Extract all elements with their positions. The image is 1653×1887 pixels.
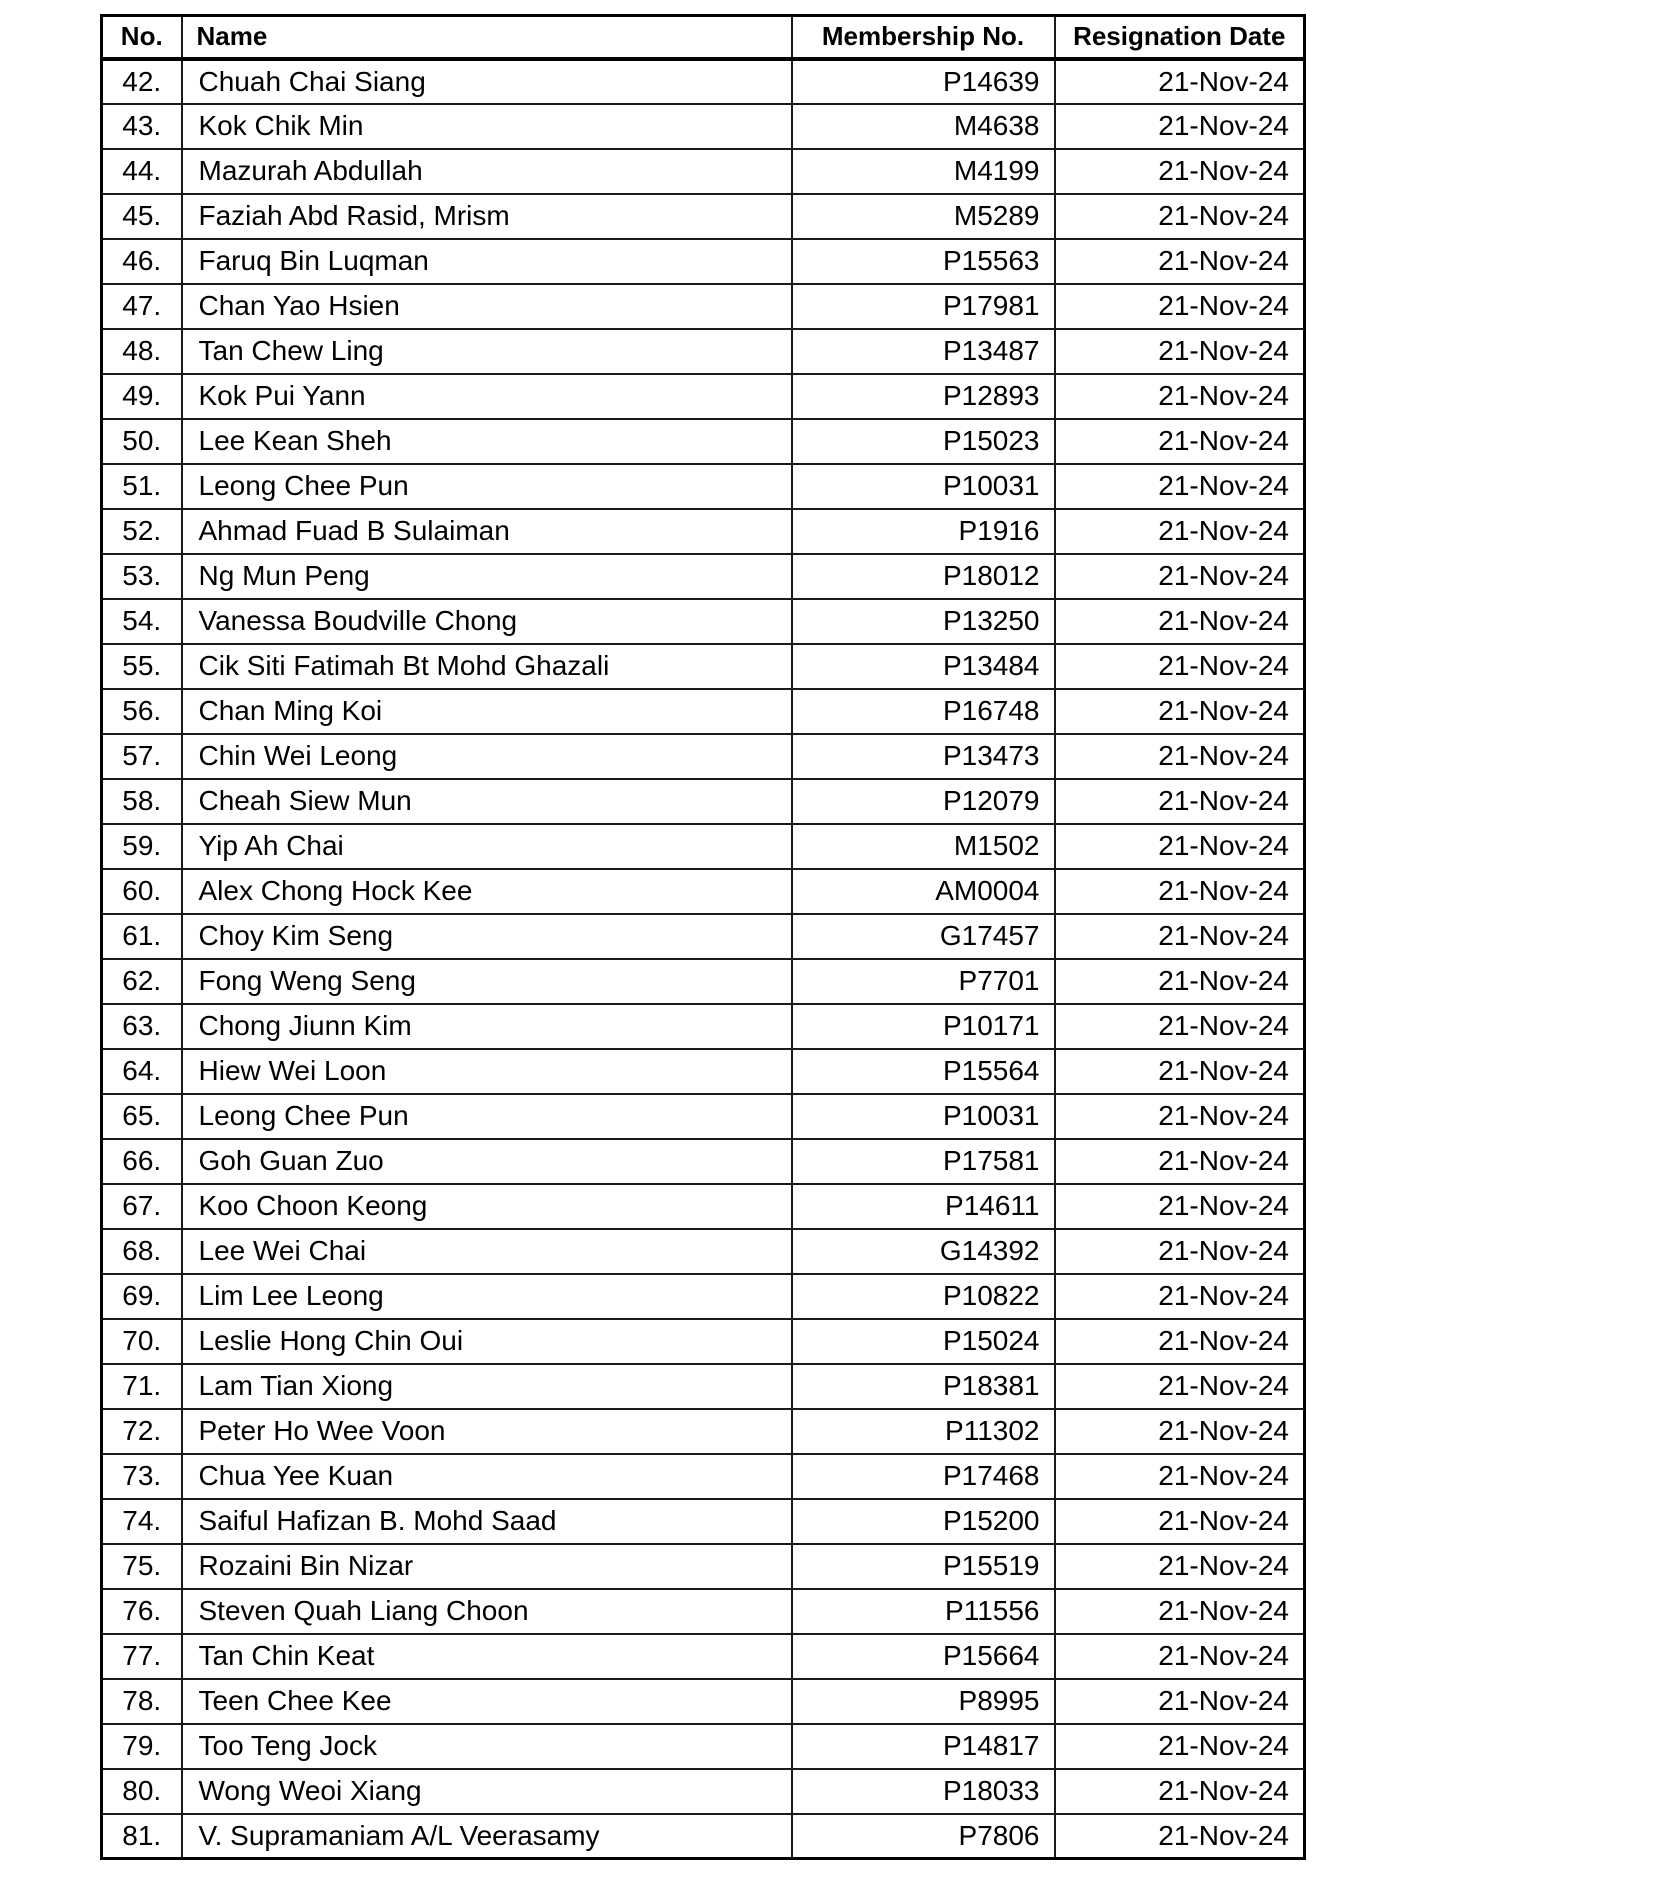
cell-membership-no: P15024	[792, 1319, 1055, 1364]
cell-name: Mazurah Abdullah	[182, 149, 792, 194]
cell-resignation-date: 21-Nov-24	[1055, 1094, 1305, 1139]
table-row	[102, 374, 1305, 419]
cell-resignation-date: 21-Nov-24	[1055, 149, 1305, 194]
cell-resignation-date: 21-Nov-24	[1055, 959, 1305, 1004]
cell-name: Chua Yee Kuan	[182, 1454, 792, 1499]
cell-resignation-date: 21-Nov-24	[1055, 1499, 1305, 1544]
cell-resignation-date: 21-Nov-24	[1055, 1544, 1305, 1589]
cell-no: 43.	[102, 104, 182, 149]
cell-name: Too Teng Jock	[182, 1724, 792, 1769]
cell-no: 58.	[102, 779, 182, 824]
cell-resignation-date: 21-Nov-24	[1055, 1724, 1305, 1769]
cell-resignation-date: 21-Nov-24	[1055, 239, 1305, 284]
table-row	[102, 1319, 1305, 1364]
cell-name: Chan Ming Koi	[182, 689, 792, 734]
cell-resignation-date: 21-Nov-24	[1055, 374, 1305, 419]
cell-name: Leslie Hong Chin Oui	[182, 1319, 792, 1364]
resignation-table	[100, 14, 1306, 1860]
cell-no: 72.	[102, 1409, 182, 1454]
cell-membership-no: P12079	[792, 779, 1055, 824]
cell-name: Lee Wei Chai	[182, 1229, 792, 1274]
cell-name: Cik Siti Fatimah Bt Mohd Ghazali	[182, 644, 792, 689]
table-row	[102, 1139, 1305, 1184]
cell-resignation-date: 21-Nov-24	[1055, 194, 1305, 239]
cell-membership-no: P13487	[792, 329, 1055, 374]
cell-resignation-date: 21-Nov-24	[1055, 1004, 1305, 1049]
cell-name: Ng Mun Peng	[182, 554, 792, 599]
cell-no: 79.	[102, 1724, 182, 1769]
cell-membership-no: P10822	[792, 1274, 1055, 1319]
cell-name: Kok Pui Yann	[182, 374, 792, 419]
cell-no: 74.	[102, 1499, 182, 1544]
table-row	[102, 149, 1305, 194]
cell-name: Goh Guan Zuo	[182, 1139, 792, 1184]
col-header-resignation-date: Resignation Date	[1055, 16, 1305, 59]
cell-name: Saiful Hafizan B. Mohd Saad	[182, 1499, 792, 1544]
cell-membership-no: P11556	[792, 1589, 1055, 1634]
cell-resignation-date: 21-Nov-24	[1055, 1184, 1305, 1229]
cell-resignation-date: 21-Nov-24	[1055, 59, 1305, 104]
table-row	[102, 1229, 1305, 1274]
cell-membership-no: G14392	[792, 1229, 1055, 1274]
cell-membership-no: P15200	[792, 1499, 1055, 1544]
cell-resignation-date: 21-Nov-24	[1055, 1679, 1305, 1724]
cell-resignation-date: 21-Nov-24	[1055, 689, 1305, 734]
cell-name: Lee Kean Sheh	[182, 419, 792, 464]
cell-membership-no: P17468	[792, 1454, 1055, 1499]
cell-no: 66.	[102, 1139, 182, 1184]
cell-no: 48.	[102, 329, 182, 374]
cell-name: Wong Weoi Xiang	[182, 1769, 792, 1814]
cell-resignation-date: 21-Nov-24	[1055, 1634, 1305, 1679]
table-row	[102, 779, 1305, 824]
col-header-membership-no: Membership No.	[792, 16, 1055, 59]
table-row	[102, 1004, 1305, 1049]
cell-resignation-date: 21-Nov-24	[1055, 419, 1305, 464]
cell-membership-no: P14611	[792, 1184, 1055, 1229]
cell-name: Vanessa Boudville Chong	[182, 599, 792, 644]
cell-no: 75.	[102, 1544, 182, 1589]
cell-no: 56.	[102, 689, 182, 734]
cell-name: Leong Chee Pun	[182, 464, 792, 509]
cell-resignation-date: 21-Nov-24	[1055, 1049, 1305, 1094]
table-row	[102, 869, 1305, 914]
cell-membership-no: P13250	[792, 599, 1055, 644]
table-row	[102, 1724, 1305, 1769]
cell-no: 60.	[102, 869, 182, 914]
table-row	[102, 1454, 1305, 1499]
cell-no: 78.	[102, 1679, 182, 1724]
cell-name: Teen Chee Kee	[182, 1679, 792, 1724]
cell-membership-no: P18033	[792, 1769, 1055, 1814]
table-row	[102, 1364, 1305, 1409]
cell-name: Steven Quah Liang Choon	[182, 1589, 792, 1634]
cell-membership-no: P7701	[792, 959, 1055, 1004]
cell-name: Yip Ah Chai	[182, 824, 792, 869]
cell-membership-no: P15564	[792, 1049, 1055, 1094]
table-row	[102, 554, 1305, 599]
cell-resignation-date: 21-Nov-24	[1055, 1769, 1305, 1814]
cell-membership-no: P7806	[792, 1814, 1055, 1859]
cell-no: 51.	[102, 464, 182, 509]
cell-membership-no: G17457	[792, 914, 1055, 959]
cell-name: Alex Chong Hock Kee	[182, 869, 792, 914]
cell-no: 81.	[102, 1814, 182, 1859]
cell-no: 76.	[102, 1589, 182, 1634]
cell-no: 53.	[102, 554, 182, 599]
cell-resignation-date: 21-Nov-24	[1055, 1139, 1305, 1184]
cell-membership-no: P18012	[792, 554, 1055, 599]
table-row	[102, 194, 1305, 239]
cell-membership-no: P15664	[792, 1634, 1055, 1679]
cell-resignation-date: 21-Nov-24	[1055, 824, 1305, 869]
table-row	[102, 1679, 1305, 1724]
table-row	[102, 1409, 1305, 1454]
cell-name: Chan Yao Hsien	[182, 284, 792, 329]
table-row	[102, 824, 1305, 869]
cell-membership-no: P12893	[792, 374, 1055, 419]
table-row	[102, 1184, 1305, 1229]
cell-resignation-date: 21-Nov-24	[1055, 1229, 1305, 1274]
cell-no: 71.	[102, 1364, 182, 1409]
cell-membership-no: P14639	[792, 59, 1055, 104]
cell-no: 49.	[102, 374, 182, 419]
cell-resignation-date: 21-Nov-24	[1055, 644, 1305, 689]
cell-resignation-date: 21-Nov-24	[1055, 284, 1305, 329]
cell-no: 42.	[102, 59, 182, 104]
cell-no: 73.	[102, 1454, 182, 1499]
cell-no: 63.	[102, 1004, 182, 1049]
cell-membership-no: P16748	[792, 689, 1055, 734]
cell-no: 54.	[102, 599, 182, 644]
cell-no: 44.	[102, 149, 182, 194]
cell-membership-no: P10031	[792, 1094, 1055, 1139]
cell-no: 67.	[102, 1184, 182, 1229]
cell-membership-no: P8995	[792, 1679, 1055, 1724]
cell-name: Lam Tian Xiong	[182, 1364, 792, 1409]
cell-membership-no: P18381	[792, 1364, 1055, 1409]
cell-resignation-date: 21-Nov-24	[1055, 914, 1305, 959]
cell-membership-no: M1502	[792, 824, 1055, 869]
table-row	[102, 1589, 1305, 1634]
table-row	[102, 689, 1305, 734]
cell-membership-no: P17581	[792, 1139, 1055, 1184]
cell-membership-no: P15023	[792, 419, 1055, 464]
table-row	[102, 1094, 1305, 1139]
cell-membership-no: P14817	[792, 1724, 1055, 1769]
table-row	[102, 1769, 1305, 1814]
table-row	[102, 419, 1305, 464]
table-row	[102, 1049, 1305, 1094]
cell-name: V. Supramaniam A/L Veerasamy	[182, 1814, 792, 1859]
cell-membership-no: P13484	[792, 644, 1055, 689]
table-row	[102, 914, 1305, 959]
cell-no: 64.	[102, 1049, 182, 1094]
cell-membership-no: P17981	[792, 284, 1055, 329]
table-row	[102, 1814, 1305, 1859]
cell-resignation-date: 21-Nov-24	[1055, 464, 1305, 509]
table-row	[102, 1274, 1305, 1319]
cell-resignation-date: 21-Nov-24	[1055, 1589, 1305, 1634]
cell-no: 68.	[102, 1229, 182, 1274]
cell-name: Choy Kim Seng	[182, 914, 792, 959]
cell-membership-no: AM0004	[792, 869, 1055, 914]
cell-resignation-date: 21-Nov-24	[1055, 1814, 1305, 1859]
cell-resignation-date: 21-Nov-24	[1055, 509, 1305, 554]
cell-name: Chin Wei Leong	[182, 734, 792, 779]
cell-no: 77.	[102, 1634, 182, 1679]
cell-membership-no: M4199	[792, 149, 1055, 194]
table-row	[102, 464, 1305, 509]
table-row	[102, 1499, 1305, 1544]
cell-resignation-date: 21-Nov-24	[1055, 779, 1305, 824]
cell-name: Rozaini Bin Nizar	[182, 1544, 792, 1589]
cell-no: 69.	[102, 1274, 182, 1319]
table-row	[102, 644, 1305, 689]
table-row	[102, 509, 1305, 554]
cell-no: 70.	[102, 1319, 182, 1364]
cell-resignation-date: 21-Nov-24	[1055, 1454, 1305, 1499]
cell-name: Faziah Abd Rasid, Mrism	[182, 194, 792, 239]
table-row	[102, 1634, 1305, 1679]
cell-name: Leong Chee Pun	[182, 1094, 792, 1139]
cell-resignation-date: 21-Nov-24	[1055, 1274, 1305, 1319]
cell-no: 62.	[102, 959, 182, 1004]
table-row	[102, 329, 1305, 374]
cell-resignation-date: 21-Nov-24	[1055, 869, 1305, 914]
table-row	[102, 1544, 1305, 1589]
cell-name: Ahmad Fuad B Sulaiman	[182, 509, 792, 554]
cell-no: 55.	[102, 644, 182, 689]
cell-no: 61.	[102, 914, 182, 959]
table-row	[102, 959, 1305, 1004]
cell-resignation-date: 21-Nov-24	[1055, 554, 1305, 599]
cell-name: Cheah Siew Mun	[182, 779, 792, 824]
cell-membership-no: P15519	[792, 1544, 1055, 1589]
table-body	[102, 59, 1305, 1859]
cell-no: 80.	[102, 1769, 182, 1814]
cell-name: Chong Jiunn Kim	[182, 1004, 792, 1049]
cell-no: 50.	[102, 419, 182, 464]
cell-resignation-date: 21-Nov-24	[1055, 599, 1305, 644]
cell-membership-no: P13473	[792, 734, 1055, 779]
cell-no: 47.	[102, 284, 182, 329]
cell-resignation-date: 21-Nov-24	[1055, 104, 1305, 149]
cell-name: Tan Chew Ling	[182, 329, 792, 374]
table-row	[102, 239, 1305, 284]
cell-membership-no: P1916	[792, 509, 1055, 554]
col-header-no: No.	[102, 16, 182, 59]
cell-resignation-date: 21-Nov-24	[1055, 1319, 1305, 1364]
table-row	[102, 599, 1305, 644]
cell-resignation-date: 21-Nov-24	[1055, 329, 1305, 374]
cell-name: Tan Chin Keat	[182, 1634, 792, 1679]
cell-membership-no: P11302	[792, 1409, 1055, 1454]
cell-name: Peter Ho Wee Voon	[182, 1409, 792, 1454]
cell-resignation-date: 21-Nov-24	[1055, 1409, 1305, 1454]
cell-name: Chuah Chai Siang	[182, 59, 792, 104]
cell-no: 52.	[102, 509, 182, 554]
cell-no: 45.	[102, 194, 182, 239]
cell-membership-no: P10171	[792, 1004, 1055, 1049]
table-row	[102, 59, 1305, 104]
cell-name: Fong Weng Seng	[182, 959, 792, 1004]
col-header-name: Name	[182, 16, 792, 59]
cell-no: 59.	[102, 824, 182, 869]
cell-name: Lim Lee Leong	[182, 1274, 792, 1319]
table-row	[102, 734, 1305, 779]
cell-membership-no: M5289	[792, 194, 1055, 239]
cell-no: 46.	[102, 239, 182, 284]
cell-name: Koo Choon Keong	[182, 1184, 792, 1229]
cell-no: 57.	[102, 734, 182, 779]
cell-membership-no: P10031	[792, 464, 1055, 509]
cell-no: 65.	[102, 1094, 182, 1139]
cell-name: Faruq Bin Luqman	[182, 239, 792, 284]
cell-name: Hiew Wei Loon	[182, 1049, 792, 1094]
cell-resignation-date: 21-Nov-24	[1055, 1364, 1305, 1409]
cell-resignation-date: 21-Nov-24	[1055, 734, 1305, 779]
cell-name: Kok Chik Min	[182, 104, 792, 149]
cell-membership-no: M4638	[792, 104, 1055, 149]
cell-membership-no: P15563	[792, 239, 1055, 284]
table-row	[102, 104, 1305, 149]
header-row	[102, 16, 1305, 59]
table-row	[102, 284, 1305, 329]
